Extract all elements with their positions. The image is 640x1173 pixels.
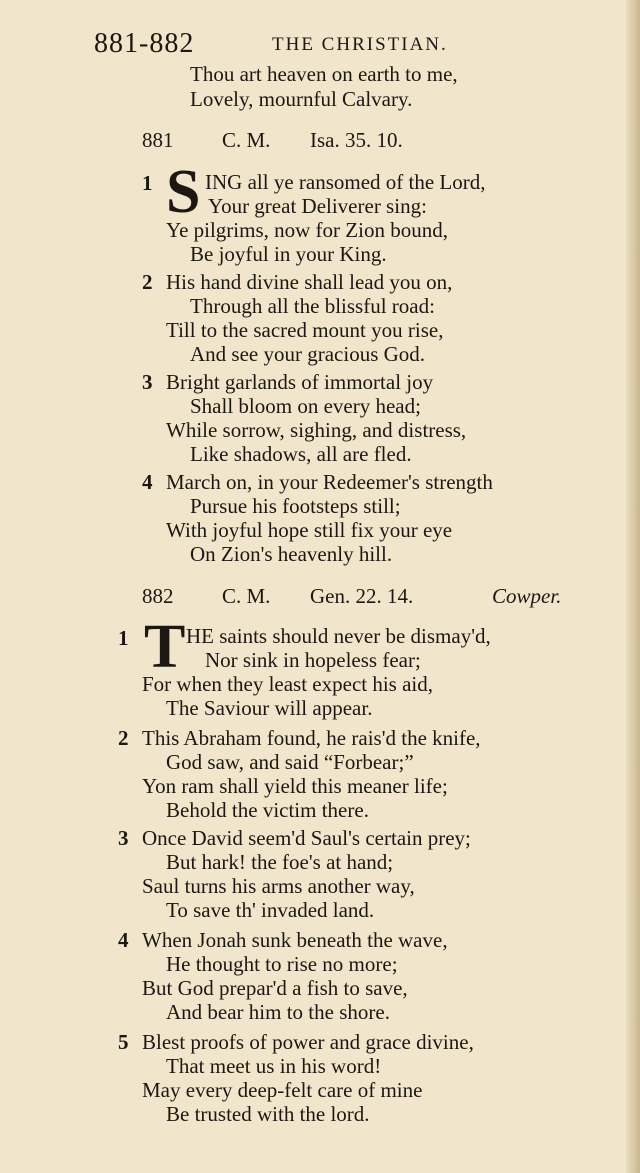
verse-line: While sorrow, sighing, and distress, <box>166 418 467 442</box>
verse-line: Nor sink in hopeless fear; <box>205 648 421 672</box>
hymn-meter: C. M. <box>222 584 271 608</box>
verse-line: The Saviour will appear. <box>166 696 373 720</box>
verse-line: On Zion's heavenly hill. <box>190 542 393 566</box>
verse-line: With joyful hope still fix your eye <box>166 518 453 542</box>
hymn-heading <box>142 584 582 610</box>
continuation-line: Lovely, mournful Calvary. <box>190 87 413 111</box>
verse-line: He thought to rise no more; <box>166 952 398 976</box>
verse-line: Till to the sacred mount you rise, <box>166 318 444 342</box>
verse-line: May every deep-felt care of mine <box>142 1078 423 1102</box>
verse-line: When Jonah sunk beneath the wave, <box>142 928 448 952</box>
verse-line: Your great Deliverer sing: <box>208 194 427 218</box>
section-title: THE CHRISTIAN. <box>272 34 448 55</box>
verse-line: Saul turns his arms another way, <box>142 874 415 898</box>
verse-number: 4 <box>142 470 153 494</box>
verse-number: 3 <box>142 370 153 394</box>
verse-line: But God prepar'd a fish to save, <box>142 976 408 1000</box>
verse-line: HE saints should never be dismay'd, <box>186 624 491 648</box>
hymn-author: Cowper. <box>492 584 562 608</box>
verse-number: 3 <box>118 826 129 850</box>
verse-line: For when they least expect his aid, <box>142 672 434 696</box>
verse-number: 2 <box>118 726 129 750</box>
verse-line: And see your gracious God. <box>190 342 426 366</box>
verse-number: 1 <box>118 626 129 650</box>
verse-line: Like shadows, all are fled. <box>190 442 412 466</box>
verse-line: Through all the blissful road: <box>190 294 435 318</box>
verse-number: 4 <box>118 928 129 952</box>
verse-line: God saw, and said “Forbear;” <box>166 750 414 774</box>
verse-line: Be joyful in your King. <box>190 242 387 266</box>
running-head <box>94 28 594 58</box>
drop-cap: T <box>144 613 186 681</box>
verse-line: This Abraham found, he rais'd the knife, <box>142 726 481 750</box>
page-numbers: 881-882 <box>94 28 195 59</box>
verse-line: Yon ram shall yield this meaner life; <box>142 774 448 798</box>
hymn-number: 881 <box>142 128 174 152</box>
verse-line: That meet us in his word! <box>166 1054 382 1078</box>
verse-line: His hand divine shall lead you on, <box>166 270 453 294</box>
verse-line: But hark! the foe's at hand; <box>166 850 394 874</box>
verse-line: Blest proofs of power and grace divine, <box>142 1030 474 1054</box>
verse-line: To save th' invaded land. <box>166 898 375 922</box>
verse-line: Once David seem'd Saul's certain prey; <box>142 826 471 850</box>
verse-line: Shall bloom on every head; <box>190 394 421 418</box>
drop-cap: S <box>166 158 201 226</box>
verse-line: Be trusted with the lord. <box>166 1102 370 1126</box>
page-edge <box>626 0 640 1173</box>
hymn-number: 882 <box>142 584 174 608</box>
verse-line: Ye pilgrims, now for Zion bound, <box>166 218 448 242</box>
continuation-line: Thou art heaven on earth to me, <box>190 62 458 86</box>
verse-line: Pursue his footsteps still; <box>190 494 401 518</box>
verse-line: Behold the victim there. <box>166 798 369 822</box>
verse-line: ING all ye ransomed of the Lord, <box>205 170 486 194</box>
hymn-reference: Gen. 22. 14. <box>310 584 414 608</box>
hymn-meter: C. M. <box>222 128 271 152</box>
verse-number: 5 <box>118 1030 129 1054</box>
verse-line: March on, in your Redeemer's strength <box>166 470 493 494</box>
hymn-heading <box>142 128 442 154</box>
verse-number: 1 <box>142 171 153 195</box>
verse-line: And bear him to the shore. <box>166 1000 390 1024</box>
verse-number: 2 <box>142 270 153 294</box>
verse-line: Bright garlands of immortal joy <box>166 370 434 394</box>
hymn-reference: Isa. 35. 10. <box>310 128 403 152</box>
